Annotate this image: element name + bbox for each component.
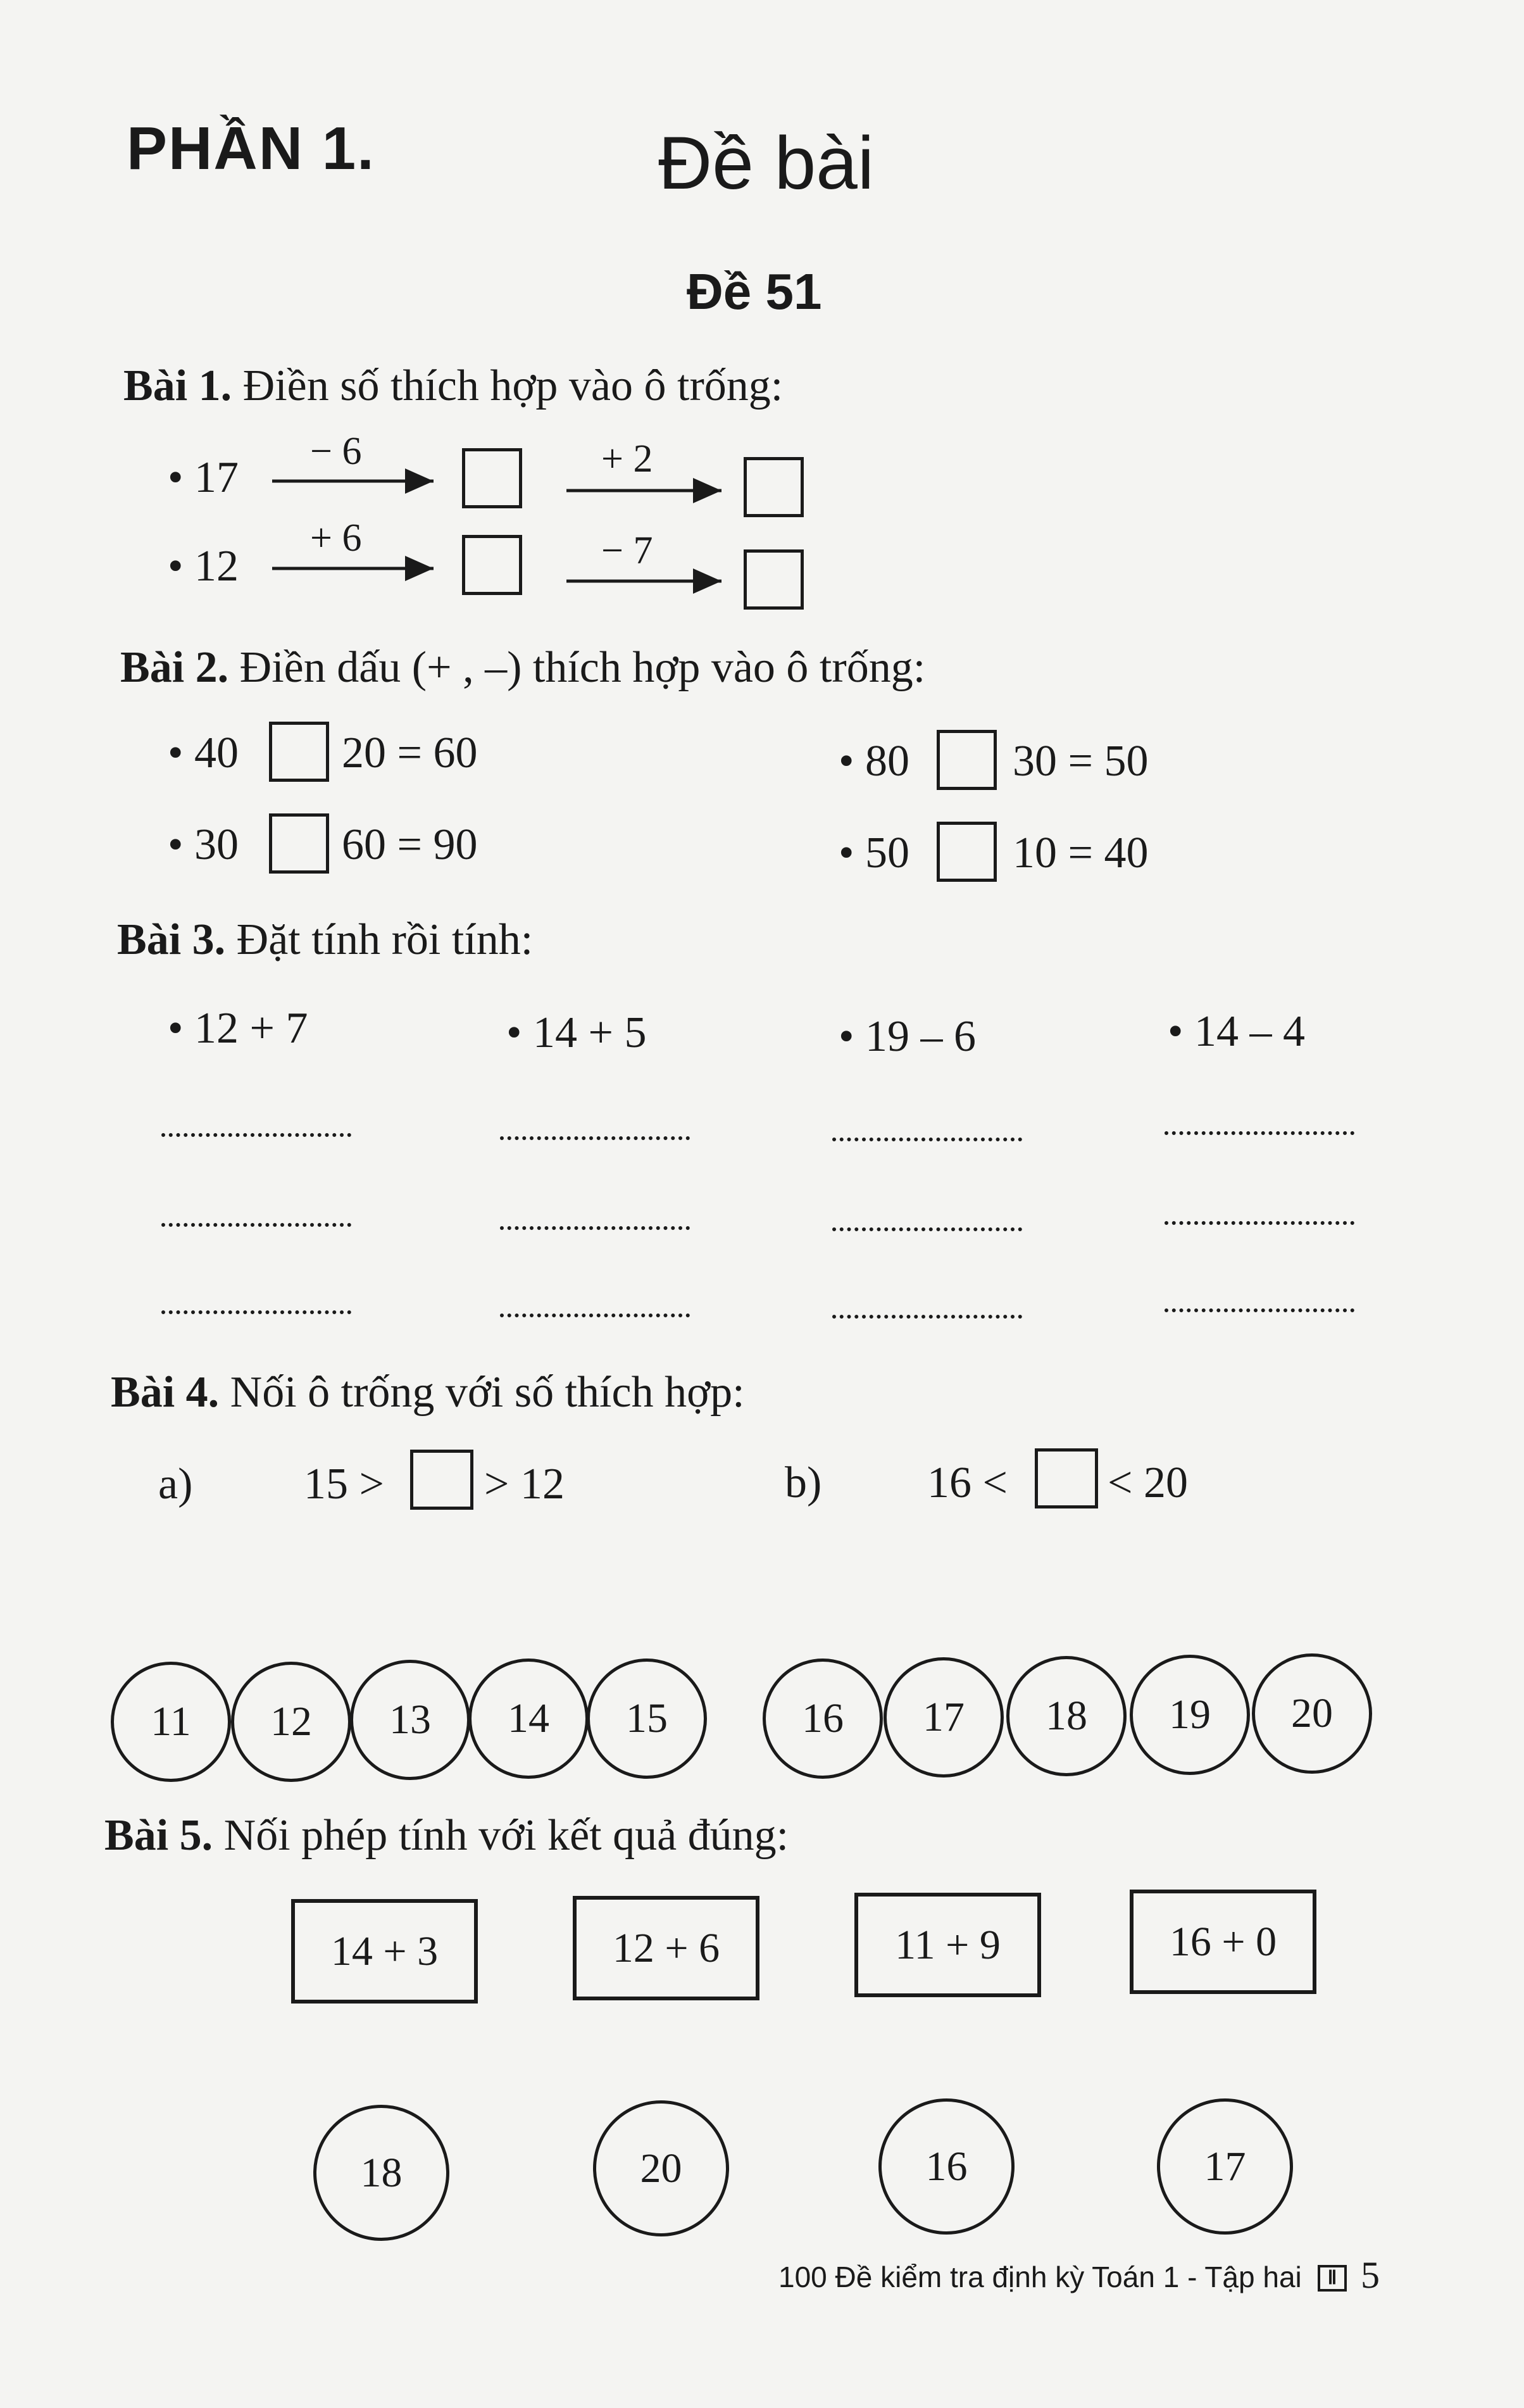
bai3-col3-line2 [832, 1227, 1022, 1231]
bai1-label: Bài 1. [123, 361, 232, 410]
bai3-col3-line3 [832, 1315, 1022, 1319]
bai2-item3-left: • 30 [168, 820, 239, 869]
bai4-b-label: b) [785, 1458, 822, 1507]
bai5-expression[interactable]: 14 + 3 [291, 1899, 478, 2004]
bai2-item4-right: 10 = 40 [1013, 829, 1149, 877]
bai2-heading [120, 643, 925, 693]
bai3-col1-line1 [161, 1133, 351, 1137]
bai4-text: Nối ô trống với số thích hợp: [230, 1368, 745, 1417]
bai2-item2-left: • 80 [839, 737, 910, 786]
bai1-row2-op2: − 7 [601, 529, 653, 572]
bai4-a-box[interactable] [410, 1450, 473, 1510]
bai4-circle[interactable]: 14 [468, 1659, 589, 1779]
bai2-item1-box[interactable] [269, 722, 329, 782]
bai2-item2-box[interactable] [937, 730, 997, 790]
part-label: PHẦN 1. [127, 115, 375, 182]
bai5-result[interactable]: 16 [878, 2098, 1015, 2235]
bai4-label: Bài 4. [111, 1368, 220, 1417]
bai1-row1-start: • 17 [168, 453, 239, 502]
bai3-item3: • 19 – 6 [839, 1012, 977, 1061]
bai3-col4-line2 [1165, 1221, 1354, 1225]
bai1-row1-box2[interactable] [744, 457, 804, 517]
bai3-col3-line1 [832, 1138, 1022, 1141]
bai3-text: Đặt tính rồi tính: [236, 915, 534, 964]
bai2-text: Điền dấu (+ , –) thích hợp vào ô trống: [239, 643, 926, 692]
bai3-col1-line2 [161, 1223, 351, 1227]
bai4-b-left: 16 < [927, 1458, 1008, 1507]
bai3-col2-line3 [500, 1314, 690, 1317]
bai5-heading [104, 1810, 789, 1861]
bai5-expression[interactable]: 12 + 6 [573, 1896, 759, 2000]
bai4-circle[interactable]: 13 [350, 1660, 470, 1780]
bai5-text: Nối phép tính với kết quả đúng: [223, 1811, 789, 1860]
bai2-label: Bài 2. [120, 643, 229, 692]
bai4-circle[interactable]: 16 [763, 1659, 883, 1779]
bai1-row1-box1[interactable] [462, 448, 522, 508]
bai4-circle[interactable]: 12 [231, 1662, 351, 1782]
exam-title: Đề 51 [687, 263, 822, 320]
bai5-label: Bài 5. [104, 1811, 213, 1860]
bai4-circle[interactable]: 19 [1130, 1655, 1250, 1775]
part-title: Đề bài [658, 122, 875, 205]
bai2-item4-left: • 50 [839, 829, 910, 877]
bai1-row1-op2: + 2 [601, 437, 653, 480]
bai4-circle[interactable]: 18 [1006, 1656, 1127, 1776]
bai5-result[interactable]: 17 [1157, 2098, 1293, 2235]
bai2-item2-right: 30 = 50 [1013, 737, 1149, 786]
bai1-text: Điền số thích hợp vào ô trống: [242, 361, 784, 410]
book-icon: Ⅱ [1318, 2265, 1347, 2292]
footer-book-title: 100 Đề kiểm tra định kỳ Toán 1 - Tập hai [778, 2261, 1302, 2293]
bai3-label: Bài 3. [117, 915, 226, 964]
bai5-result[interactable]: 18 [313, 2105, 449, 2241]
bai2-item4-box[interactable] [937, 822, 997, 882]
bai2-item3-box[interactable] [269, 813, 329, 874]
bai5-expression[interactable]: 11 + 9 [854, 1893, 1041, 1997]
bai1-row2-start: • 12 [168, 542, 239, 591]
bai3-item1: • 12 + 7 [168, 1004, 308, 1053]
bai3-heading [117, 915, 533, 965]
bai5-result[interactable]: 20 [593, 2100, 729, 2236]
bai2-item1-left: • 40 [168, 729, 239, 777]
bai1-row2-box1[interactable] [462, 535, 522, 595]
bai4-b-right: < 20 [1108, 1458, 1188, 1507]
bai3-item2: • 14 + 5 [506, 1008, 647, 1057]
bai3-col4-line1 [1165, 1131, 1354, 1135]
bai3-col2-line2 [500, 1226, 690, 1230]
bai3-col4-line3 [1165, 1308, 1354, 1312]
bai2-item1-right: 20 = 60 [342, 729, 478, 777]
bai4-circle[interactable]: 11 [111, 1662, 231, 1782]
bai3-col2-line1 [500, 1136, 690, 1140]
bai4-a-label: a) [158, 1460, 193, 1508]
bai3-item4: • 14 – 4 [1168, 1007, 1306, 1056]
page-number: 5 [1361, 2254, 1380, 2296]
bai4-circle[interactable]: 20 [1252, 1653, 1372, 1774]
bai5-expression[interactable]: 16 + 0 [1130, 1890, 1316, 1994]
bai4-b-box[interactable] [1035, 1448, 1098, 1508]
bai4-circle[interactable]: 15 [587, 1659, 707, 1779]
bai4-circle[interactable]: 17 [884, 1657, 1004, 1778]
bai1-row2-box2[interactable] [744, 549, 804, 610]
bai1-heading [123, 361, 783, 411]
bai2-item3-right: 60 = 90 [342, 820, 478, 869]
bai4-heading [111, 1367, 745, 1418]
bai4-a-left: 15 > [304, 1460, 384, 1508]
bai4-a-right: > 12 [484, 1460, 565, 1508]
bai1-row1-op1: − 6 [310, 430, 362, 473]
bai1-row2-op1: + 6 [310, 517, 362, 560]
bai3-col1-line3 [161, 1310, 351, 1314]
